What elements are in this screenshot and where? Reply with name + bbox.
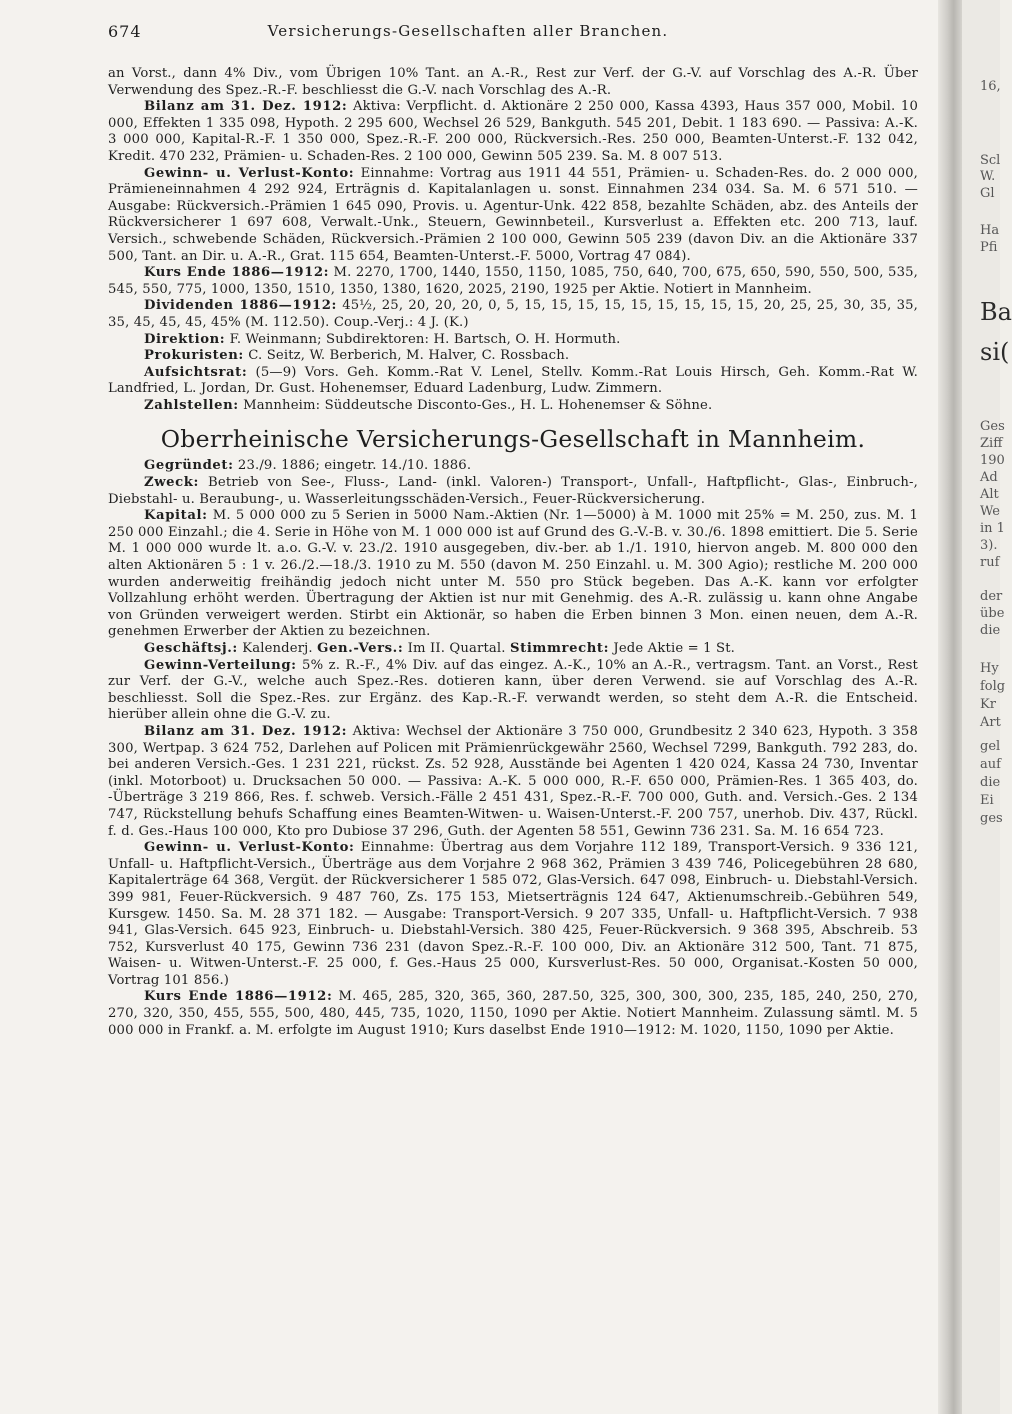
- adjacent-fragment: Scl: [980, 153, 1001, 168]
- prev-direktion-paragraph: [108, 332, 918, 349]
- adjacent-fragment: ruf: [980, 555, 1000, 570]
- adjacent-fragment: Gl: [980, 186, 995, 201]
- kapital-paragraph: [108, 508, 918, 641]
- kurs-text: M. 465, 285, 320, 365, 360, 287.50, 325, 300, 300, 300, 235, 185, 240, 250, 270, 270, 320, 350, 455, 555, 500, 480, 445, 735, 1020, 1150, 1090 per Aktie. Notiert Mannheim. Zulassung sämtl. M. 5 000 000 in Frankf. a. M. erfolgte im August 1910; Kurs daselbst Ende 1910—1912: M. 1020, 1150, 1090 per Aktie.: [108, 989, 918, 1038]
- book-gutter: [938, 0, 964, 1414]
- gewinnverteilung-paragraph: [108, 658, 918, 724]
- bilanz-text: Aktiva: Wechsel der Aktionäre 3 750 000, Grundbesitz 2 340 623, Hypoth. 3 358 300, Wertpap. 3 624 752, Darlehen auf Policen mit Prämienrückgewähr 2560, Wechsel 7299, Bankguth. 792 283, do. bei anderen Versich.-Ges. 1 231 221, rückst. Zs. 52 928, Ausstände bei Agenten 1 420 024, Kassa 24 730, Inventar (inkl. Motorboot) u. Drucksachen 50 000. — Passiva: A.-K. 5 000 000, R.-F. 650 000, Prämien-Res. 1 365 403, do. -Überträge 3 219 866, Res. f. schweb. Versich.-Fälle 2 451 431, Spez.-R.-F. 700 000, Guth. and. Versich.-Ges. 2 134 747, Rückstellung behufs Schaffung eines Beamten-Witwen- u. Waisen-Unterst.-F. 200 757, unerhob. Div. 437, Rückl. f. d. Ges.-Haus 100 000, Kto pro Dubiose 37 296, Guth. der Agenten 58 551, Gewinn 736 231. Sa. M. 16 654 723.: [108, 723, 918, 839]
- geschaeftsj-text: Kalenderj.: [242, 641, 313, 656]
- kapital-text: M. 5 000 000 zu 5 Serien in 5000 Nam.-Aktien (Nr. 1—5000) à M. 1000 mit 25% = M. 250, zus. M. 1 250 000 Einzahl.; die 4. Serie in Höhe von M. 1 000 000 ist auf Grund des G.-V.-B. v. 30./6. 1898 emittiert. Die 5. Serie M. 1 000 000 wurde lt. a.o. G.-V. v. 23./2. 1910 ausgegeben, div.-ber. ab 1./1. 1910, hiervon angeb. M. 800 000 den alten Aktionären 5 : 1 v. 26./2.—18./3. 1910 zu M. 550 (davon M. 250 Einzahl. u. M. 300 Agio); restliche M. 200 000 wurden anderweitig freihändig jedoch nicht unter M. 550 pro Stück begeben. Das A.-K. kann vor erfolgter Vollzahlung erhöht werden. Übertragung der Aktien ist nur mit Genehmig. des A.-R. zulässig u. kann ohne Angabe von Gründen verweigert werden. Stirbt ein Aktionär, so haben die Erben binnen 3 Mon. einen neuen, dem A.-R. genehmen Erwerber der Aktien zu bezeichnen.: [108, 508, 919, 640]
- guv-label: Gewinn- u. Verlust-Konto:: [144, 840, 355, 856]
- prev-aufsichtsrat-paragraph: [108, 365, 918, 398]
- running-head: Versicherungs-Gesellschaften aller Branchen.: [267, 22, 669, 40]
- adjacent-fragment: die: [980, 623, 1001, 638]
- prev-kurs-paragraph: [108, 265, 918, 298]
- adjacent-fragment: die: [980, 775, 1001, 790]
- company-heading: Oberrheinische Versicherungs-Gesellschaft in Mannheim.: [160, 425, 866, 454]
- prev-aufsichtsrat-text: (5—9) Vors. Geh. Komm.-Rat V. Lenel, Stellv. Komm.-Rat Louis Hirsch, Geh. Komm.-Rat W. Landfried, L. Jordan, Dr. Gust. Hohenemser, Eduard Ladenburg, Ludw. Zimmern.: [108, 364, 919, 397]
- guv-paragraph: [108, 840, 918, 989]
- adjacent-fragment: Hy: [980, 661, 999, 676]
- prev-dividend-label: Dividenden 1886—1912:: [144, 298, 338, 314]
- prev-prokuristen-paragraph: [108, 348, 918, 365]
- adjacent-fragment: folg: [980, 679, 1006, 694]
- prev-kurs-label: Kurs Ende 1886—1912:: [144, 265, 330, 281]
- prev-zahlstellen-label: Zahlstellen:: [144, 397, 239, 413]
- prev-bilanz-paragraph: [108, 99, 918, 165]
- adjacent-page-edge: [962, 0, 1012, 1414]
- adjacent-fragment: Alt: [980, 487, 999, 502]
- geschaeftsj-label: Geschäftsj.:: [144, 641, 238, 656]
- prev-prokuristen-text: C. Seitz, W. Berberich, M. Halver, C. Rossbach.: [248, 348, 570, 364]
- adjacent-fragment: Kr: [980, 697, 996, 712]
- prev-direktion-text: F. Weinmann; Subdirektoren: H. Bartsch, O. H. Hormuth.: [229, 331, 621, 347]
- prev-zahlstellen-paragraph: [108, 398, 918, 415]
- stimmrecht-label: Stimmrecht:: [510, 641, 610, 656]
- adjacent-fragment: Ad: [980, 470, 998, 485]
- guv-text: Einnahme: Übertrag aus dem Vorjahre 112 189, Transport-Versich. 9 336 121, Unfall- u. Haftpflicht-Versich., Überträge aus dem Vorjahre 2 968 362, Prämien 3 439 746, Policegebühren 28 680, Kapitalerträge 64 368, Vergüt. der Rückversicherer 1 585 072, Glas-Versich. 647 098, Einbruch- u. Diebstahl-Versich. 399 981, Feuer-Rückversich. 9 487 760, Zs. 175 153, Mietserträgnis 124 647, Aktienumschreib.-Gebühren 549, Kursgew. 1450. Sa. M. 28 371 182. — Ausgabe: Transport-Versich. 9 207 335, Unfall- u. Haftpflicht-Versich. 7 938 941, Glas-Versich. 645 923, Einbruch- u. Diebstahl-Versich. 380 425, Feuer-Rückversich. 9 368 395, Abschreib. 53 752, Kursverlust 40 175, Gewinn 736 231 (davon Spez.-R.-F. 100 000, Div. an Aktionäre 312 500, Tant. 71 875, Waisen- u. Witwen-Unterst.-F. 25 000, f. Ges.-Haus 25 000, Kursverlust-Res. 50 000, Organisat.-Kosten 50 000, Vortrag 101 856.): [108, 840, 918, 988]
- gegruendet-paragraph: [108, 458, 918, 475]
- kurs-paragraph: [108, 989, 918, 1039]
- prev-bilanz-text: Aktiva: Verpflicht. d. Aktionäre 2 250 000, Kassa 4393, Haus 357 000, Mobil. 10 000, Effekten 1 335 098, Hypoth. 2 295 600, Wechsel 26 529, Bankguth. 545 201, Debit. 1 183 690. — Passiva: A.-K. 3 000 000, Kapital-R.-F. 1 350 000, Spez.-R.-F. 200 000, Rückversich.-Res. 250 000, Beamten-Unterst.-F. 132 042, Kredit. 470 232, Prämien- u. Schaden-Res. 2 100 000, Gewinn 505 239. Sa. M. 8 007 513.: [108, 99, 918, 164]
- adjacent-fragment: Ges: [980, 419, 1005, 434]
- gewinnverteilung-label: Gewinn-Verteilung:: [144, 657, 297, 673]
- adjacent-fragment: si(: [980, 338, 1010, 366]
- adjacent-fragment: Pfi: [980, 240, 998, 255]
- prev-kurs-text: M. 2270, 1700, 1440, 1550, 1150, 1085, 750, 640, 700, 675, 650, 590, 550, 500, 535, 545, 550, 775, 1000, 1350, 1510, 1350, 1380, 1620, 2025, 2190, 1925 per Aktie. Notiert in Mannheim.: [108, 265, 918, 297]
- gewinnverteilung-text: 5% z. R.-F., 4% Div. auf das eingez. A.-K., 10% an A.-R., vertragsm. Tant. an Vorst., Rest zur Verf. der G.-V., welche auch Spez.-Res. dotieren kann, über deren Verwend. sie auf Vorschlag des A.-R. beschliesst. Soll die Spez.-Res. zur Ergänz. des Kap.-R.-F. verwandt werden, so steht dem A.-R. die Entscheid. hierüber allein ohne die G.-V. zu.: [108, 657, 918, 723]
- adjacent-fragment: auf: [980, 757, 1001, 772]
- adjacent-fragment: in 1: [980, 521, 1005, 536]
- prev-zahlstellen-text: Mannheim: Süddeutsche Disconto-Ges., H. L. Hohenemser & Söhne.: [243, 397, 713, 413]
- prev-dividend-paragraph: [108, 298, 918, 331]
- geschaeftsjahr-paragraph: [108, 641, 918, 658]
- gegruendet-text: 23./9. 1886; eingetr. 14./10. 1886.: [237, 458, 472, 474]
- adjacent-fragment: 190: [980, 453, 1005, 468]
- page-number: 674: [108, 22, 142, 41]
- prev-dividend-text: 45½, 25, 20, 20, 20, 0, 5, 15, 15, 15, 15, 15, 15, 15, 15, 15, 20, 25, 25, 30, 35, 35, 35, 45, 45, 45, 45% (M. 112.50). Coup.-Verj.: 4 J. (K.): [108, 298, 919, 330]
- adjacent-fragment: übe: [980, 606, 1005, 621]
- prev-prokuristen-label: Prokuristen:: [144, 348, 244, 364]
- prev-guv-text: Einnahme: Vortrag aus 1911 44 551, Prämien- u. Schaden-Res. do. 2 000 000, Prämieneinnahmen 4 292 924, Erträgnis d. Kapitalanlagen u. sonst. Einnahmen 234 034. Sa. M. 6 571 510. — Ausgabe: Rückversich.-Prämien 1 645 090, Provis. u. Agentur-Unk. 422 858, bezahlte Schäden, abz. des Anteils der Rückversicherer 1 697 608, Verwalt.-Unk., Steuern, Gewinnbeteil., Kursverlust a. Effekten etc. 200 713, lauf. Versich., schwebende Schäden, Rückversich.-Prämien 2 100 000, Gewinn 505 239 (davon Div. an die Aktionäre 337 500, Tant. an Dir. u. A.-R., Grat. 115 654, Beamten-Unterst.-F. 5000, Vortrag 47 084).: [108, 165, 918, 264]
- zweck-text: Betrieb von See-, Fluss-, Land- (inkl. Valoren-) Transport-, Unfall-, Haftpflicht-, Glas-, Einbruch-, Diebstahl- u. Beraubung-, u. Wasserleitungsschäden-Versich., Feuer-Rückversicherung.: [108, 475, 918, 507]
- prev-bilanz-label: Bilanz am 31. Dez. 1912:: [144, 99, 348, 115]
- prev-aufsichtsrat-label: Aufsichtsrat:: [144, 364, 248, 380]
- kurs-label: Kurs Ende 1886—1912:: [144, 989, 333, 1005]
- adjacent-fragment: W.: [980, 169, 996, 184]
- genvers-label: Gen.-Vers.:: [317, 641, 404, 656]
- stimmrecht-text: Jede Aktie = 1 St.: [613, 641, 736, 656]
- adjacent-fragment: Ei: [980, 793, 994, 808]
- adjacent-fragment: We: [980, 504, 1000, 519]
- adjacent-fragment: Art: [980, 715, 1001, 730]
- text-column: [108, 66, 918, 1039]
- zweck-label: Zweck:: [144, 475, 200, 491]
- kapital-label: Kapital:: [144, 508, 208, 524]
- prev-continuation: an Vorst., dann 4% Div., vom Übrigen 10% Tant. an A.-R., Rest zur Verf. der G.-V. auf Vorschlag des A.-R. Über Verwendung des Spez.-R.-F. beschliesst die G.-V. nach Vorschlag des A.-R.: [108, 66, 918, 98]
- genvers-text: Im II. Quartal.: [407, 641, 506, 656]
- prev-guv-paragraph: [108, 166, 918, 266]
- bilanz-label: Bilanz am 31. Dez. 1912:: [144, 723, 348, 739]
- adjacent-fragment: Ha: [980, 223, 1000, 238]
- prev-direktion-label: Direktion:: [144, 331, 226, 347]
- adjacent-fragment: gel: [980, 739, 1001, 754]
- gegruendet-label: Gegründet:: [144, 458, 234, 474]
- adjacent-fragment: der: [980, 589, 1003, 604]
- zweck-paragraph: [108, 475, 918, 508]
- adjacent-fragment: 16,: [980, 79, 1001, 94]
- adjacent-fragment: ges: [980, 811, 1003, 826]
- adjacent-fragment: Ziff: [980, 436, 1003, 451]
- prev-guv-label: Gewinn- u. Verlust-Konto:: [144, 165, 355, 181]
- adjacent-fragment: Ba: [980, 298, 1012, 326]
- bilanz-paragraph: [108, 724, 918, 840]
- adjacent-fragment: 3).: [980, 538, 998, 553]
